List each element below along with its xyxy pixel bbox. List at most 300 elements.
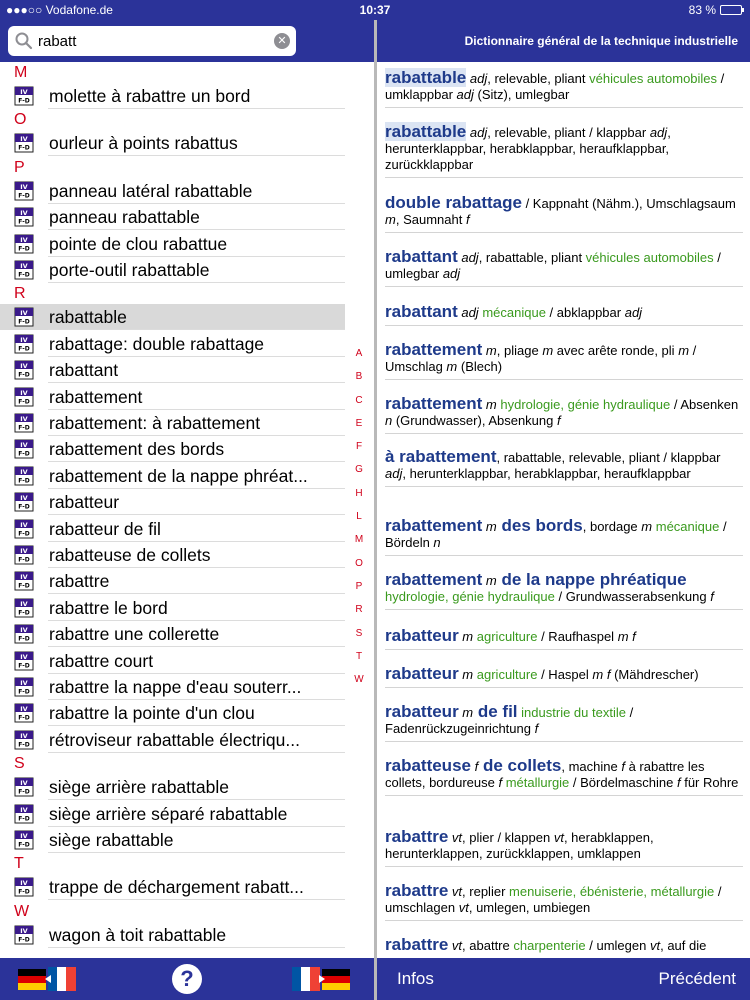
svg-text:IV: IV [20, 626, 28, 635]
svg-text:F-D: F-D [18, 218, 30, 226]
word-list-pane [0, 20, 374, 958]
entry-text: für Rohre [680, 775, 739, 790]
svg-text:IV: IV [20, 309, 28, 318]
svg-text:IV: IV [20, 362, 28, 371]
entry-grammar: f [498, 775, 503, 790]
svg-text:IV: IV [20, 731, 28, 740]
entry-grammar: vt [553, 830, 564, 845]
entry-headword: rabattre [385, 881, 449, 900]
entry-grammar: f [534, 721, 539, 736]
list-item[interactable] [0, 489, 345, 515]
index-letter[interactable]: L [356, 511, 362, 523]
dictionary-book-icon [14, 703, 34, 723]
dictionary-book-icon [14, 413, 34, 433]
list-item[interactable] [0, 304, 345, 330]
entry-text: , replier [462, 884, 510, 899]
entry-headword: de la nappe phréatique [496, 570, 687, 589]
entry-text: , plier / klappen [462, 830, 554, 845]
entry-text: , relevable, pliant [487, 71, 590, 86]
entry-grammar: m f [592, 667, 611, 682]
entry-domain: véhicules automobiles [585, 250, 714, 265]
entry-headword: rabattre [385, 827, 449, 846]
svg-text:IV: IV [20, 573, 28, 582]
svg-text:F-D: F-D [18, 841, 30, 849]
entry-grammar: f [710, 589, 714, 604]
dictionary-entry[interactable] [385, 937, 743, 958]
list-item-label: siège rabattable [49, 830, 174, 850]
svg-text:F-D: F-D [18, 503, 30, 511]
entry-text: , pliage [496, 343, 543, 358]
dictionary-entry[interactable] [385, 883, 743, 921]
dictionary-entry[interactable] [385, 518, 743, 556]
svg-text:IV: IV [20, 209, 28, 218]
dictionary-book-icon [14, 207, 34, 227]
entry-headword: de fil [473, 702, 518, 721]
list-item[interactable] [0, 874, 345, 900]
list-item-label: rabattre la nappe d'eau souterr... [49, 677, 302, 697]
dictionary-book-icon [14, 86, 34, 106]
dictionary-book-icon [14, 677, 34, 697]
list-item-label: rabattre court [49, 650, 154, 671]
list-item[interactable] [0, 727, 345, 753]
svg-text:F-D: F-D [18, 424, 30, 432]
entry-domain: hydrologie, génie hydraulique [385, 589, 555, 604]
entry-headword: rabattant [385, 247, 458, 266]
index-letter[interactable]: C [355, 394, 363, 406]
entry-domain: métallurgie [505, 775, 570, 790]
entry-grammar: m [458, 629, 474, 644]
entry-domain: industrie du textile [521, 705, 626, 720]
entry-text: , rabattable, relevable, pliant / klappbar [496, 450, 721, 465]
entry-text: / Raufhaspel [537, 629, 618, 644]
list-item[interactable] [0, 827, 345, 853]
entry-text: , Saumnaht [395, 212, 466, 227]
index-letter[interactable]: A [355, 348, 363, 359]
entry-grammar: f [465, 212, 470, 227]
list-item-label: rabattable [49, 307, 127, 328]
list-item-label: rabattre [49, 571, 110, 592]
dictionary-book-icon [14, 730, 34, 750]
entry-grammar: f [556, 413, 561, 428]
dictionary-book-icon [14, 777, 34, 797]
entry-grammar: adj [442, 266, 461, 281]
list-item[interactable] [0, 674, 345, 700]
svg-text:IV: IV [20, 547, 28, 555]
svg-text:F-D: F-D [18, 609, 30, 617]
list-item[interactable] [0, 648, 345, 674]
dictionary-book-icon [14, 133, 34, 153]
battery-indicator [689, 3, 742, 17]
dictionary-book-icon [14, 492, 34, 512]
entry-grammar: m [641, 519, 653, 534]
entry-domain: hydrologie, génie hydraulique [500, 397, 671, 412]
dictionary-entry[interactable] [385, 342, 743, 380]
dictionary-book-icon [14, 387, 34, 407]
entry-headword: rabattement [385, 570, 483, 589]
list-item-label: panneau rabattable [49, 207, 200, 228]
list-item-label: rabattant [49, 360, 119, 381]
entry-text: , bordage [582, 519, 642, 534]
index-letter[interactable]: M [354, 534, 364, 546]
dictionary-entry[interactable] [385, 829, 743, 867]
svg-text:F-D: F-D [18, 556, 30, 564]
svg-text:F-D: F-D [18, 936, 30, 944]
svg-text:IV: IV [20, 520, 28, 529]
svg-text:F-D: F-D [18, 398, 30, 406]
clear-search-button[interactable]: ✕ [274, 33, 290, 49]
section-letter: P [14, 158, 25, 176]
svg-text:IV: IV [20, 779, 28, 788]
entry-headword: rabattement [385, 394, 483, 413]
dictionary-entry[interactable] [385, 304, 743, 326]
svg-text:F-D: F-D [18, 345, 30, 353]
entry-headword: rabattant [385, 302, 458, 321]
entry-text: / umklappbar [385, 71, 725, 102]
entry-text: / Bördeln [385, 519, 727, 550]
index-letter[interactable]: O [355, 557, 363, 569]
entry-headword: rabatteur [385, 664, 459, 683]
list-item[interactable] [0, 436, 345, 462]
svg-text:IV: IV [20, 335, 28, 344]
entry-text: , relevable, pliant / klappbar [487, 125, 650, 140]
entry-text: , rabattable, pliant [478, 250, 586, 265]
entry-text: (Mähdrescher) [610, 667, 699, 682]
entry-headword: de collets [478, 756, 562, 775]
svg-text:F-D: F-D [18, 582, 30, 590]
entry-text: / Umschlag [385, 343, 697, 374]
dictionary-book-icon [14, 439, 34, 459]
entry-text: / Fadenrückzugeinrichtung [385, 705, 634, 736]
section-letter: S [14, 755, 25, 773]
entry-grammar: adj [649, 125, 668, 140]
list-item-label: rabatteur [49, 492, 120, 513]
carrier-label: ●●●○○ Vodafone.de [6, 3, 113, 17]
list-item-label: rabattre une collerette [49, 624, 220, 645]
entry-headword: rabattable [385, 122, 467, 141]
index-letter[interactable]: S [355, 627, 363, 639]
list-item-label: rabattement de la nappe phréat... [49, 465, 308, 486]
list-item[interactable] [0, 178, 345, 204]
list-item-label: rabattage: double rabattage [49, 333, 265, 354]
search-input[interactable] [38, 33, 268, 50]
list-item-label: rabattre la pointe d'un clou [49, 703, 255, 724]
section-letter: T [14, 855, 24, 873]
search-icon [14, 31, 34, 51]
list-item[interactable] [0, 231, 345, 257]
entry-text: / Haspel [537, 667, 593, 682]
svg-text:F-D: F-D [18, 245, 30, 253]
list-item-label: rabatteur de fil [49, 518, 161, 539]
entry-grammar: adj [456, 87, 474, 102]
index-letter[interactable]: W [354, 674, 364, 686]
entry-domain: véhicules automobiles [589, 71, 718, 86]
list-item-label: siège arrière rabattable [49, 777, 229, 798]
entry-pane [377, 20, 750, 958]
entry-grammar: m [446, 359, 458, 374]
svg-text:IV: IV [20, 679, 28, 687]
dictionary-book-icon [14, 830, 34, 850]
entry-grammar: f [676, 775, 681, 790]
svg-text:IV: IV [20, 832, 28, 840]
entry-text: / Absenken [670, 397, 739, 412]
entry-headword: rabatteur [385, 702, 459, 721]
entry-headword: rabatteur [385, 626, 459, 645]
svg-text:IV: IV [20, 926, 28, 935]
entry-grammar: vt [448, 938, 463, 953]
previous-button[interactable]: Précédent [658, 969, 736, 988]
svg-text:F-D: F-D [18, 741, 30, 749]
entry-headword: rabatteuse [385, 756, 471, 775]
entry-grammar: m [482, 397, 497, 412]
svg-text:IV: IV [20, 135, 28, 144]
dictionary-entry[interactable] [385, 70, 743, 108]
svg-text:IV: IV [20, 388, 28, 397]
status-bar [0, 0, 750, 20]
dictionary-book-icon [14, 307, 34, 327]
entry-grammar: adj [624, 305, 643, 320]
entry-text: / Kappnaht (Nähm.), Umschlagsaum [521, 196, 736, 211]
entry-headword: rabattre [385, 935, 449, 954]
entry-grammar: n [385, 413, 393, 428]
list-item[interactable] [0, 83, 345, 109]
list-item-label: rétroviseur rabattable électriqu... [49, 729, 300, 750]
entry-grammar: vt [448, 884, 463, 899]
entry-text: , auf die [660, 938, 707, 953]
de-fr-flag-icon[interactable] [18, 966, 78, 992]
svg-text:IV: IV [20, 879, 28, 888]
battery-percent: 83 % [688, 3, 716, 17]
svg-text:IV: IV [20, 262, 28, 270]
svg-text:F-D: F-D [18, 688, 30, 696]
list-item[interactable] [0, 922, 345, 948]
entry-grammar: f [470, 759, 479, 774]
index-letter[interactable]: P [355, 580, 363, 592]
index-letter[interactable]: H [355, 487, 363, 499]
list-item[interactable] [0, 700, 345, 726]
infos-button[interactable]: Infos [397, 969, 434, 988]
dictionary-book-icon [14, 360, 34, 380]
entry-text: (Blech) [457, 359, 503, 374]
list-item-label: pointe de clou rabattue [49, 233, 228, 254]
fr-de-flag-icon[interactable] [292, 966, 352, 992]
list-item-label: rabattement [49, 386, 143, 407]
index-letter[interactable]: B [355, 371, 363, 383]
svg-text:F-D: F-D [18, 371, 30, 379]
entry-grammar: adj [466, 125, 488, 140]
list-item[interactable] [0, 257, 345, 283]
index-letter[interactable]: E [355, 417, 363, 429]
svg-text:F-D: F-D [18, 192, 30, 200]
svg-text:F-D: F-D [18, 450, 30, 458]
svg-text:IV: IV [20, 467, 28, 476]
entry-grammar: adj [466, 71, 488, 86]
svg-text:IV: IV [20, 652, 28, 661]
entry-grammar: adj [457, 305, 479, 320]
dictionary-book-icon [14, 519, 34, 539]
entry-text: à rabattre les collets, bordureuse [385, 759, 705, 790]
index-letter[interactable]: F [355, 441, 363, 453]
entry-domain: mécanique [655, 519, 720, 534]
entry-text: , herunterklappbar, herabklappbar, heraufklappbar [402, 466, 691, 481]
dictionary-title: Dictionnaire général de la technique industrielle [377, 20, 750, 62]
svg-text:F-D: F-D [18, 788, 30, 796]
index-letter[interactable]: T [355, 650, 363, 662]
entry-text: avec arête ronde, pli [553, 343, 679, 358]
results-list [0, 62, 374, 958]
entry-headword: double rabattage [385, 193, 522, 212]
section-letter: W [14, 902, 30, 920]
entry-text: , herunterklappbar, herabklappbar, heraufklappbar, zurückklappbar [385, 125, 671, 172]
entry-grammar: n [433, 535, 441, 550]
dictionary-book-icon [14, 334, 34, 354]
list-item[interactable] [0, 384, 345, 410]
entry-text: (Grundwasser), Absenkung [392, 413, 557, 428]
dictionary-entry[interactable] [385, 704, 743, 742]
search-bar [0, 20, 374, 62]
list-item[interactable] [0, 357, 345, 383]
list-item-label: trappe de déchargement rabatt... [49, 877, 304, 898]
dictionary-book-icon [14, 234, 34, 254]
entry-grammar: vt [448, 830, 463, 845]
dictionary-entry[interactable] [385, 396, 743, 434]
entry-headword: rabattable [385, 68, 467, 87]
battery-icon [720, 5, 742, 15]
dictionary-book-icon [14, 466, 34, 486]
entry-headword: rabattement [385, 516, 483, 535]
entry-grammar: adj [385, 466, 403, 481]
dictionary-entry[interactable] [385, 758, 743, 796]
entry-domain: agriculture [476, 629, 538, 644]
dictionary-book-icon [14, 804, 34, 824]
list-item[interactable] [0, 516, 345, 542]
list-item[interactable] [0, 130, 345, 156]
section-letter: O [14, 111, 27, 129]
entry-domain: mécanique [482, 305, 546, 320]
entry-text: / Bördelmaschine [569, 775, 677, 790]
section-letter: M [14, 64, 28, 81]
entry-text: / umlegbar [385, 250, 721, 281]
list-item[interactable] [0, 331, 345, 357]
list-item-label: siège arrière séparé rabattable [49, 803, 288, 824]
svg-text:F-D: F-D [18, 477, 30, 485]
entry-text: (Sitz), umlegbar [473, 87, 570, 102]
dictionary-book-icon [14, 571, 34, 591]
entry-text: / umschlagen [385, 884, 722, 915]
list-item-label: porte-outil rabattable [49, 260, 210, 280]
clock: 10:37 [359, 3, 391, 17]
list-item-label: molette à rabattre un bord [49, 86, 251, 106]
svg-text:F-D: F-D [18, 888, 30, 896]
entry-text: / umlegen [585, 938, 650, 953]
dictionary-book-icon [14, 877, 34, 897]
list-item-label: wagon à toit rabattable [49, 924, 227, 945]
entry-domain: agriculture [476, 667, 538, 682]
search-field[interactable] [8, 26, 296, 56]
entry-grammar: m [482, 343, 497, 358]
entry-grammar: m [458, 667, 474, 682]
dictionary-entry[interactable] [385, 628, 743, 650]
dictionary-entry[interactable] [385, 124, 743, 178]
list-item-label: rabattement des bords [49, 439, 225, 460]
dictionary-book-icon [14, 925, 34, 945]
dictionary-entry[interactable] [385, 449, 743, 487]
entry-grammar: m [482, 519, 497, 534]
svg-text:IV: IV [20, 88, 28, 96]
help-button[interactable]: ? [172, 964, 202, 994]
section-letter: R [14, 285, 26, 303]
entry-grammar: m [458, 705, 474, 720]
entry-text: / abklappbar [545, 305, 625, 320]
svg-text:IV: IV [20, 599, 28, 608]
entry-text: , abattre [462, 938, 514, 953]
entry-grammar: vt [458, 900, 469, 915]
list-item[interactable] [0, 621, 345, 647]
entry-headword: des bords [496, 516, 583, 535]
list-item[interactable] [0, 595, 345, 621]
svg-text:F-D: F-D [18, 530, 30, 538]
index-letter[interactable]: G [355, 464, 363, 476]
dictionary-entry[interactable] [385, 572, 743, 610]
dictionary-book-icon [14, 260, 34, 280]
list-item-label: rabattre le bord [49, 597, 168, 618]
entry-domain: menuiserie, ébénisterie, métallurgie [509, 884, 715, 899]
svg-text:F-D: F-D [18, 97, 30, 105]
list-item[interactable] [0, 542, 345, 568]
entry-grammar: m [678, 343, 690, 358]
dictionary-entry[interactable] [385, 195, 743, 233]
list-item[interactable] [0, 204, 345, 230]
list-item[interactable] [0, 801, 345, 827]
svg-text:F-D: F-D [18, 714, 30, 722]
list-item-label: ourleur à points rabattus [49, 133, 238, 154]
entry-grammar: m [542, 343, 554, 358]
list-item[interactable] [0, 568, 345, 594]
svg-text:IV: IV [20, 415, 28, 423]
index-letter[interactable]: R [355, 604, 363, 616]
list-item-label: panneau latéral rabattable [49, 180, 253, 201]
bottom-toolbar-left [0, 958, 374, 1000]
entry-grammar: f [621, 759, 625, 774]
svg-text:F-D: F-D [18, 144, 30, 152]
entry-text: / Grundwasserabsenkung [554, 589, 711, 604]
alphabet-index[interactable] [351, 342, 367, 691]
svg-text:IV: IV [20, 705, 28, 714]
dictionary-book-icon [14, 545, 34, 565]
entry-grammar: m [482, 573, 497, 588]
dictionary-book-icon [14, 651, 34, 671]
svg-text:IV: IV [20, 235, 28, 244]
entries-list [377, 62, 750, 958]
list-item[interactable] [0, 463, 345, 489]
list-item[interactable] [0, 774, 345, 800]
dictionary-entry[interactable] [385, 666, 743, 688]
dictionary-entry[interactable] [385, 249, 743, 287]
list-item-label: rabatteuse de collets [49, 545, 211, 565]
entry-text: , machine [561, 759, 622, 774]
list-item[interactable] [0, 410, 345, 436]
dictionary-book-icon [14, 598, 34, 618]
svg-text:F-D: F-D [18, 662, 30, 670]
list-item-label: rabattement: à rabattement [49, 413, 261, 433]
svg-text:IV: IV [20, 494, 28, 503]
svg-text:IV: IV [20, 182, 28, 191]
entry-text: , umlegen, umbiegen [468, 900, 591, 915]
entry-grammar: vt [649, 938, 661, 953]
dictionary-book-icon [14, 181, 34, 201]
entry-text: , herabklappen, herunterklappen, zurückklappen, umklappen [385, 830, 654, 861]
svg-text:IV: IV [20, 441, 28, 450]
entry-headword: rabattement [385, 340, 483, 359]
